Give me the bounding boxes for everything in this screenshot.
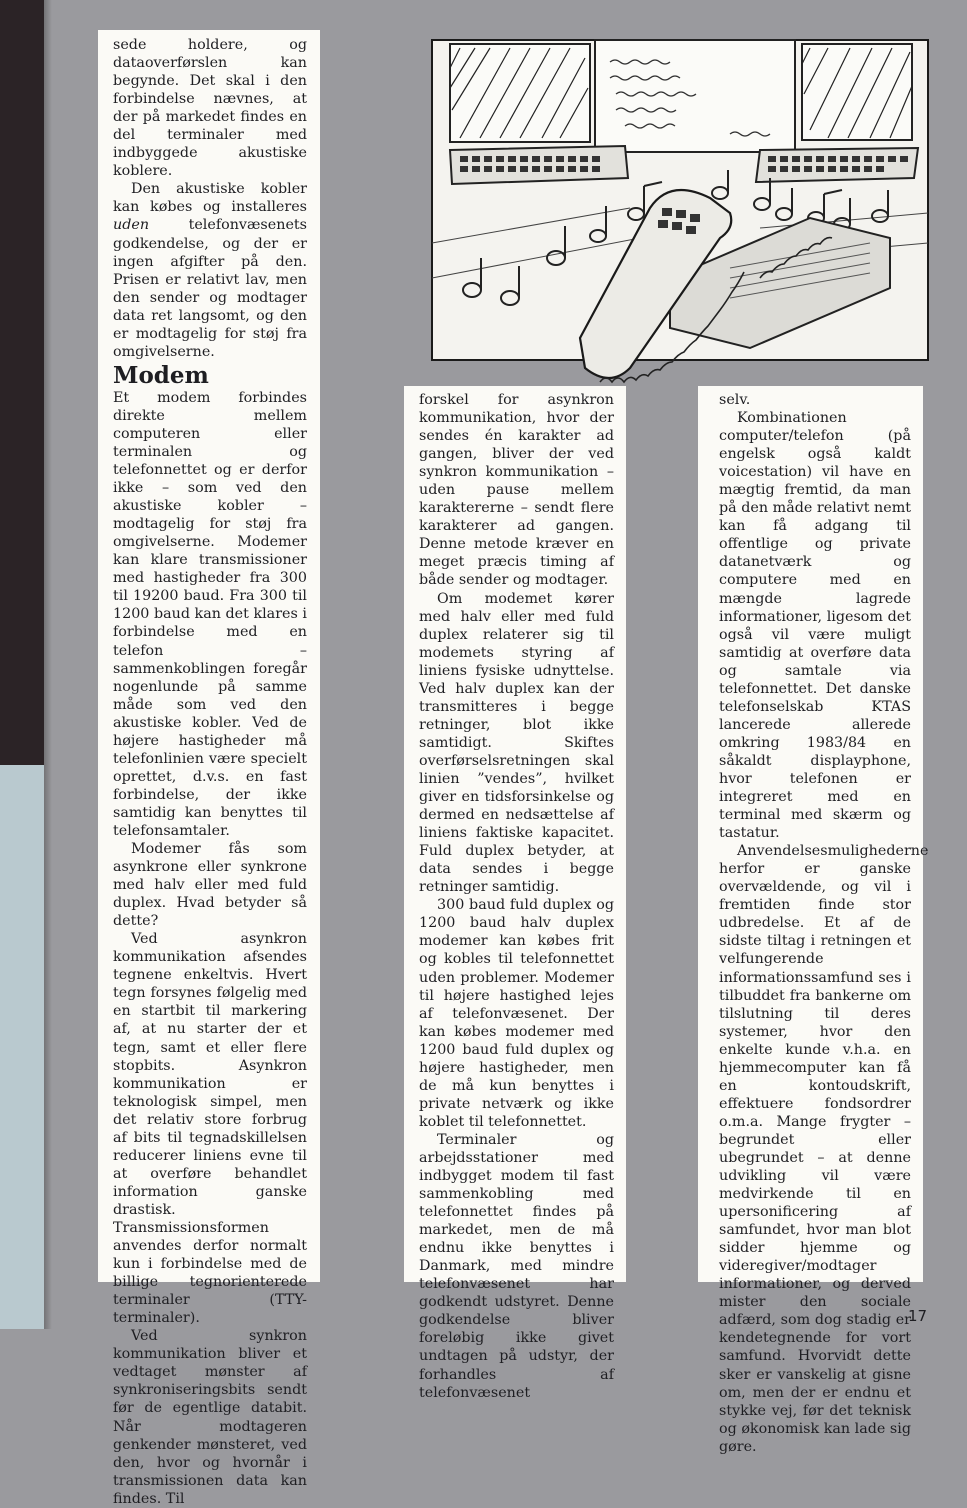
paragraph: selv. (719, 392, 751, 408)
paragraph: Et modem forbindes direkte mellem computeren eller terminalen og telefonnettet og er derfor ikke – som ved den akustiske kobler – modtagelig for støj fra omgivelserne. Modemer kan klare transmissioner med hastigheder fra 300 til 19200 baud. Fra 300 til 1200 baud kan det klares i forbindelse med en telefon – sammenkoblingen foregår nogenlunde på samme måde som ved den akustiske kobler. Ved de højere hastigheder må telefonlinien være specielt oprettet, d.v.s. en fast forbindelse, der ikke samtidig kan benyttes til telefonsamtaler. (113, 389, 307, 839)
monitor-screen-icon (595, 40, 795, 152)
paragraph: Kombinationen computer/telefon (på engelsk også kaldt voicestation) vil have en mægtig fremtid, da man på den måde relativt nemt kan få adgang til offentlige og private datanetværk og computere med en mængde lagrede informationer, ligesom det også vil være muligt samtidig at overføre data og samtale via telefonnettet. Det danske telefonselskab KTAS lancerede allerede omkring 1983/84 en såkaldt displayphone, hvor telefonen er integreret med en terminal med skærm og tastatur. (719, 410, 911, 842)
paragraph-acoustic-coupler (113, 180, 307, 360)
computer-telephone-illustration (430, 38, 930, 390)
paragraph: forskel for asynkron kommunikation, hvor der sendes én karakter ad gangen, bliver der ved synkron kommunikation – uden pause mellem karaktererne – sendt flere karakterer ad gangen. Denne metode kræver en meget præcis timing af både sender og modtager. (419, 392, 614, 589)
window-left-icon (450, 44, 590, 142)
emphasis-text: uden (113, 217, 150, 234)
paragraph: Terminaler og arbejdsstationer med indbygget modem til fast sammenkobling med telefonnettet findes på markedet, men de må endnu ikke benyttes i Danmark, med mindre telefonvæsenet har godkendt udstyret. Denne godkendelse bliver foreløbig ikke givet undtagen på udstyr, der forhandles af telefonvæsenet (419, 1131, 614, 1401)
text-column-2 (404, 386, 626, 1401)
paragraph: Anvendelsesmulighederne herfor er ganske overvældende, og vil i fremtiden finde stor udbredelse. Et af de sidste tiltag i retningen et velfungerende informationssamfund ses i tilbuddet fra bankerne om tilslutning til deres systemer, hvor den enkelte kunde v.h.a. en hjemmecomputer kan få en kontoudskrift, effektuere fondsordrer o.m.a. Mange frygter – begrundet eller ubegrundet – at denne udvikling vil være medvirkende til en upersonificering af samfundet, hvor man blot sidder hjemme og videregiver/modtager informationer, og derved mister den sociale adfærd, som dog stadig er kendetegnende for vort samfund. Hvorvidt dette sker er vanskelig at gisne om, men der er endnu et stykke vej, før det teknisk og økonomisk kan lade sig gøre. (719, 843, 929, 1455)
gutter-shadow (44, 0, 52, 1329)
text-run: telefonvæsenets godkendelse, og der er ingen afgifter på den. Prisen er relativt lav, men den sender og modtager data ret langsomt, og den er modtagelig for støj fra omgivelserne. (113, 217, 307, 360)
window-right-icon (802, 44, 912, 140)
page-number: 17 (908, 1307, 928, 1325)
paragraph: sede holdere, og dataoverførslen kan begynde. Det skal i den forbindelse nævnes, at der på markedet findes en del terminaler med indbyggede akustiske koblere. (113, 37, 307, 180)
section-heading-modem: Modem (113, 361, 209, 389)
binding-dark-section (0, 0, 44, 765)
keyboard-left-icon (450, 146, 628, 184)
paragraph: Ved synkron kommunikation bliver et vedtaget mønster af synkroniseringsbits sendt før de egentlige databit. Når modtageren genkender mønsteret, ved den, hvor og hvornår i transmissionen data kan findes. Til (113, 1328, 307, 1507)
paragraph: Ved asynkron kommunikation afsendes tegnene enkeltvis. Hvert tegn forsynes følgelig med en startbit til markering af, at nu starter der et tegn, samt et eller flere stopbits. Asynkron kommunikation er teknologisk simpel, men det relativ store forbrug af bits til tegnadskillelsen reducerer liniens evne til at overføre behandlet information ganske drastisk. Transmissionsformen anvendes derfor normalt kun i forbindelse med de billige tegnorienterede terminaler (TTY-terminaler). (113, 931, 307, 1327)
paragraph: Modemer fås som asynkrone eller synkrone med halv eller med fuld duplex. Hvad betyder så dette? (113, 841, 307, 930)
paragraph: 300 baud fuld duplex og 1200 baud halv duplex modemer kan købes frit og kobles til telefonnettet uden problemer. Modemer til højere hastighed lejes af telefonvæsenet. Der kan købes modemer med 1200 baud fuld duplex og højere hastigheder, men de må kun benyttes i private netværk og ikke koblet til telefonnettet. (419, 897, 614, 1130)
keyboard-right-icon (756, 148, 918, 182)
text-run: Den akustiske kobler kan købes og installeres (113, 181, 307, 216)
paragraph: Om modemet kører med halv eller med fuld duplex relaterer sig til modemets styring af liniens fysiske udnyttelse. Ved halv duplex kan der transmitteres i begge retninger, blot ikke samtidigt. Skiftes overførselsretningen skal linien ”vendes”, hvilket giver en tidsforsinkelse og dermed en nedsættelse af liniens faktiske kapacitet. Fuld duplex betyder, at data sendes i begge retninger samtidig. (419, 590, 614, 896)
binding-light-section (0, 765, 44, 1329)
text-column-1 (98, 30, 320, 1507)
